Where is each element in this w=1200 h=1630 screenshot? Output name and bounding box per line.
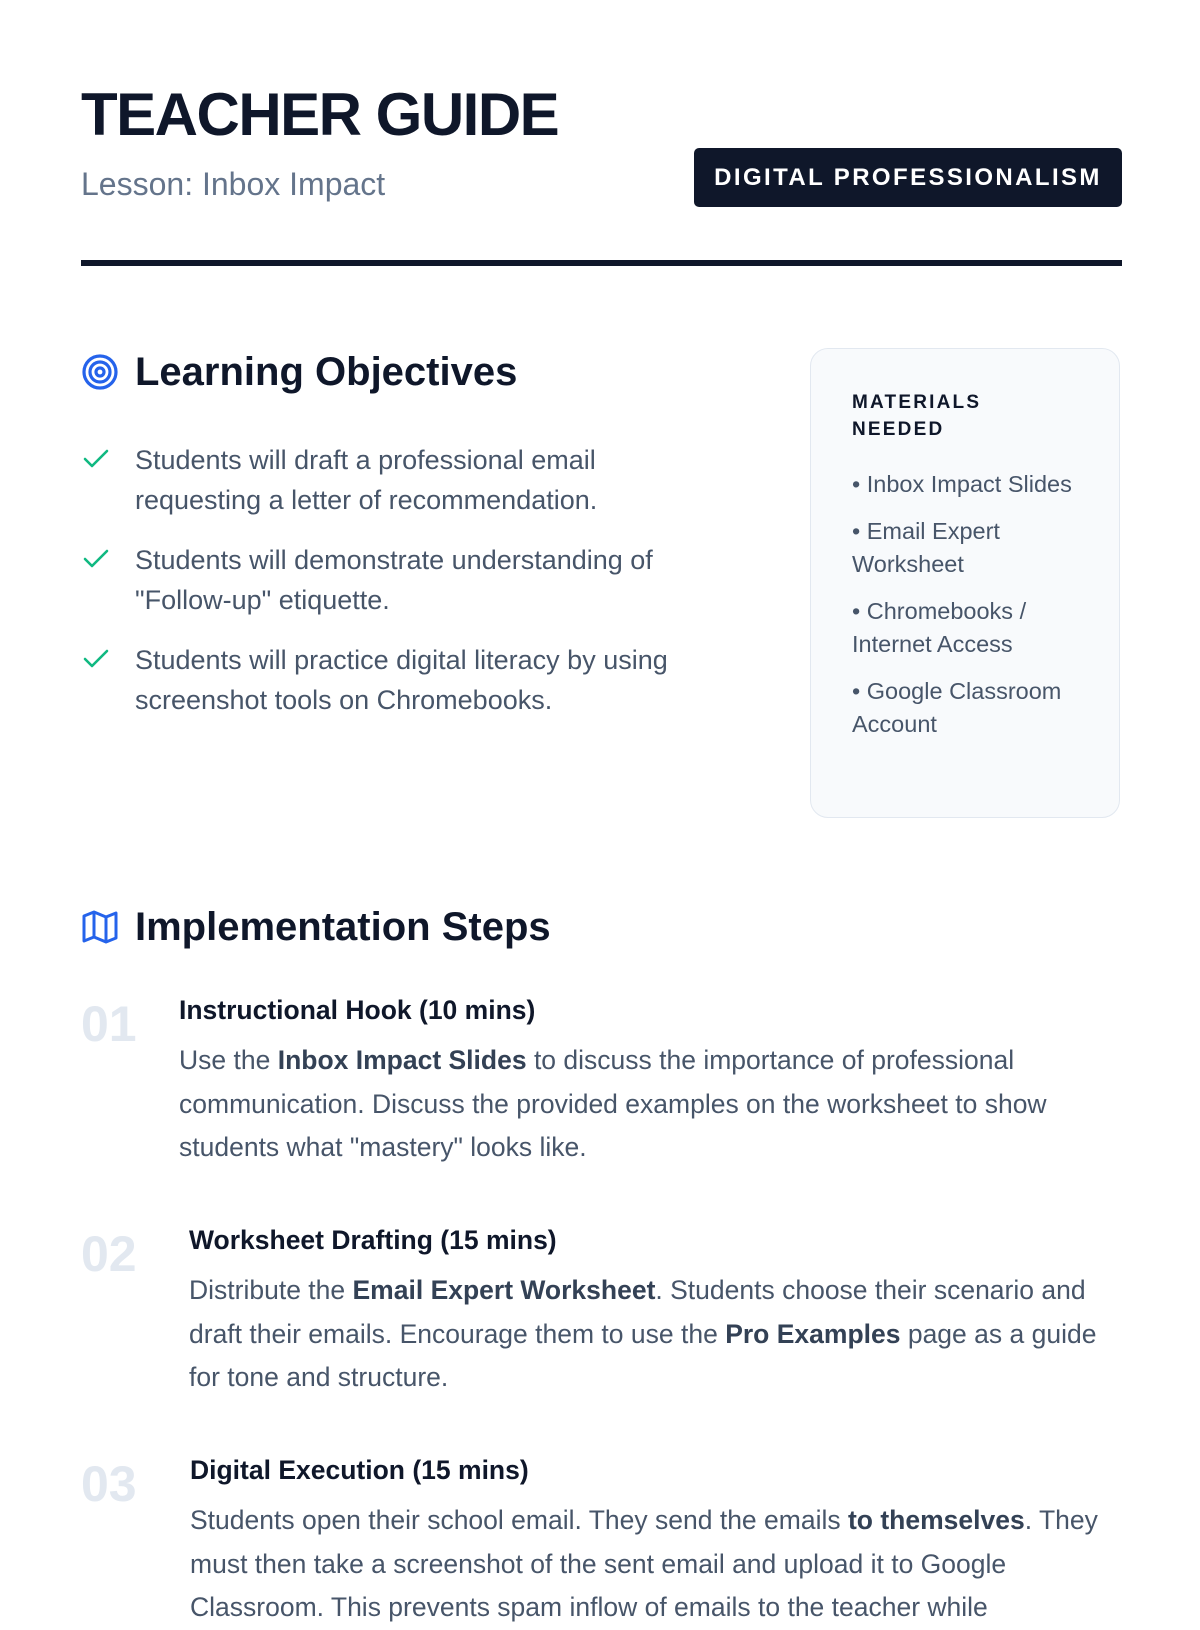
emphasis-text: Pro Examples <box>725 1318 901 1349</box>
steps-heading: Implementation Steps <box>135 905 551 949</box>
page-title: TEACHER GUIDE <box>81 81 559 148</box>
emphasis-text: to themselves <box>847 1505 1025 1535</box>
materials-heading: MATERIALS NEEDED <box>852 392 982 440</box>
topic-tag: DIGITAL PROFESSIONALISM <box>694 148 1122 207</box>
objective-item <box>81 440 721 520</box>
body-text: . They must then take a screenshot of the sent email and upload it to Google Classroom. This prevents spam inflow of emails to the teacher while <box>190 1505 1098 1622</box>
steps-header <box>81 903 551 951</box>
step-description <box>189 1269 1114 1400</box>
step-title: Digital Execution (15 mins) <box>190 1455 529 1485</box>
step-title: Worksheet Drafting (15 mins) <box>189 1225 557 1255</box>
step-content <box>190 1453 1115 1630</box>
objectives-list <box>81 440 721 740</box>
step-description <box>179 1039 1124 1170</box>
teacher-guide-page <box>81 0 1121 1622</box>
objective-text: Students will practice digital literacy by using screenshot tools on Chromebooks. <box>135 645 668 715</box>
objectives-heading: Learning Objectives <box>135 350 518 394</box>
emphasis-text: Inbox Impact Slides <box>277 1045 527 1075</box>
step-description <box>190 1499 1115 1630</box>
emphasis-text: Email Expert Worksheet <box>352 1275 656 1305</box>
header-divider <box>81 260 1122 266</box>
step-title: Instructional Hook (10 mins) <box>179 995 536 1025</box>
check-icon <box>81 544 111 574</box>
body-text: Use the <box>179 1045 278 1075</box>
materials-item: • Google Classroom Account <box>852 678 1062 737</box>
materials-item: • Chromebooks / Internet Access <box>852 598 1027 657</box>
materials-list <box>852 468 1079 741</box>
target-icon <box>81 353 119 391</box>
lesson-subtitle: Lesson: Inbox Impact <box>81 166 386 202</box>
step-number: 03 <box>81 1456 137 1512</box>
objective-item <box>81 540 721 620</box>
body-text: page as a guide for tone and structure. <box>189 1318 1097 1392</box>
step-content <box>189 1223 1114 1400</box>
map-icon <box>81 908 119 946</box>
materials-item: • Email Expert Worksheet <box>852 518 1000 577</box>
objective-item <box>81 640 721 720</box>
objective-text: Students will demonstrate understanding of "Follow-up" etiquette. <box>135 545 653 615</box>
check-icon <box>81 444 111 474</box>
body-text: . Students choose their scenario and draft their emails. Encourage them to use the <box>189 1275 1086 1349</box>
materials-item: • Inbox Impact Slides <box>852 471 1072 497</box>
check-icon <box>81 644 111 674</box>
body-text: Students open their school email. They send the emails <box>190 1505 848 1535</box>
body-text: to discuss the importance of professional communication. Discuss the provided examples on the worksheet to show students what "mastery" looks like. <box>179 1045 1047 1162</box>
step-number: 02 <box>81 1226 137 1282</box>
objectives-header <box>81 348 517 396</box>
materials-card <box>810 348 1120 818</box>
objective-text: Students will draft a professional email requesting a letter of recommendation. <box>135 445 598 515</box>
step-content <box>179 993 1124 1170</box>
step-number: 01 <box>81 996 137 1052</box>
body-text: Distribute the <box>189 1275 353 1305</box>
